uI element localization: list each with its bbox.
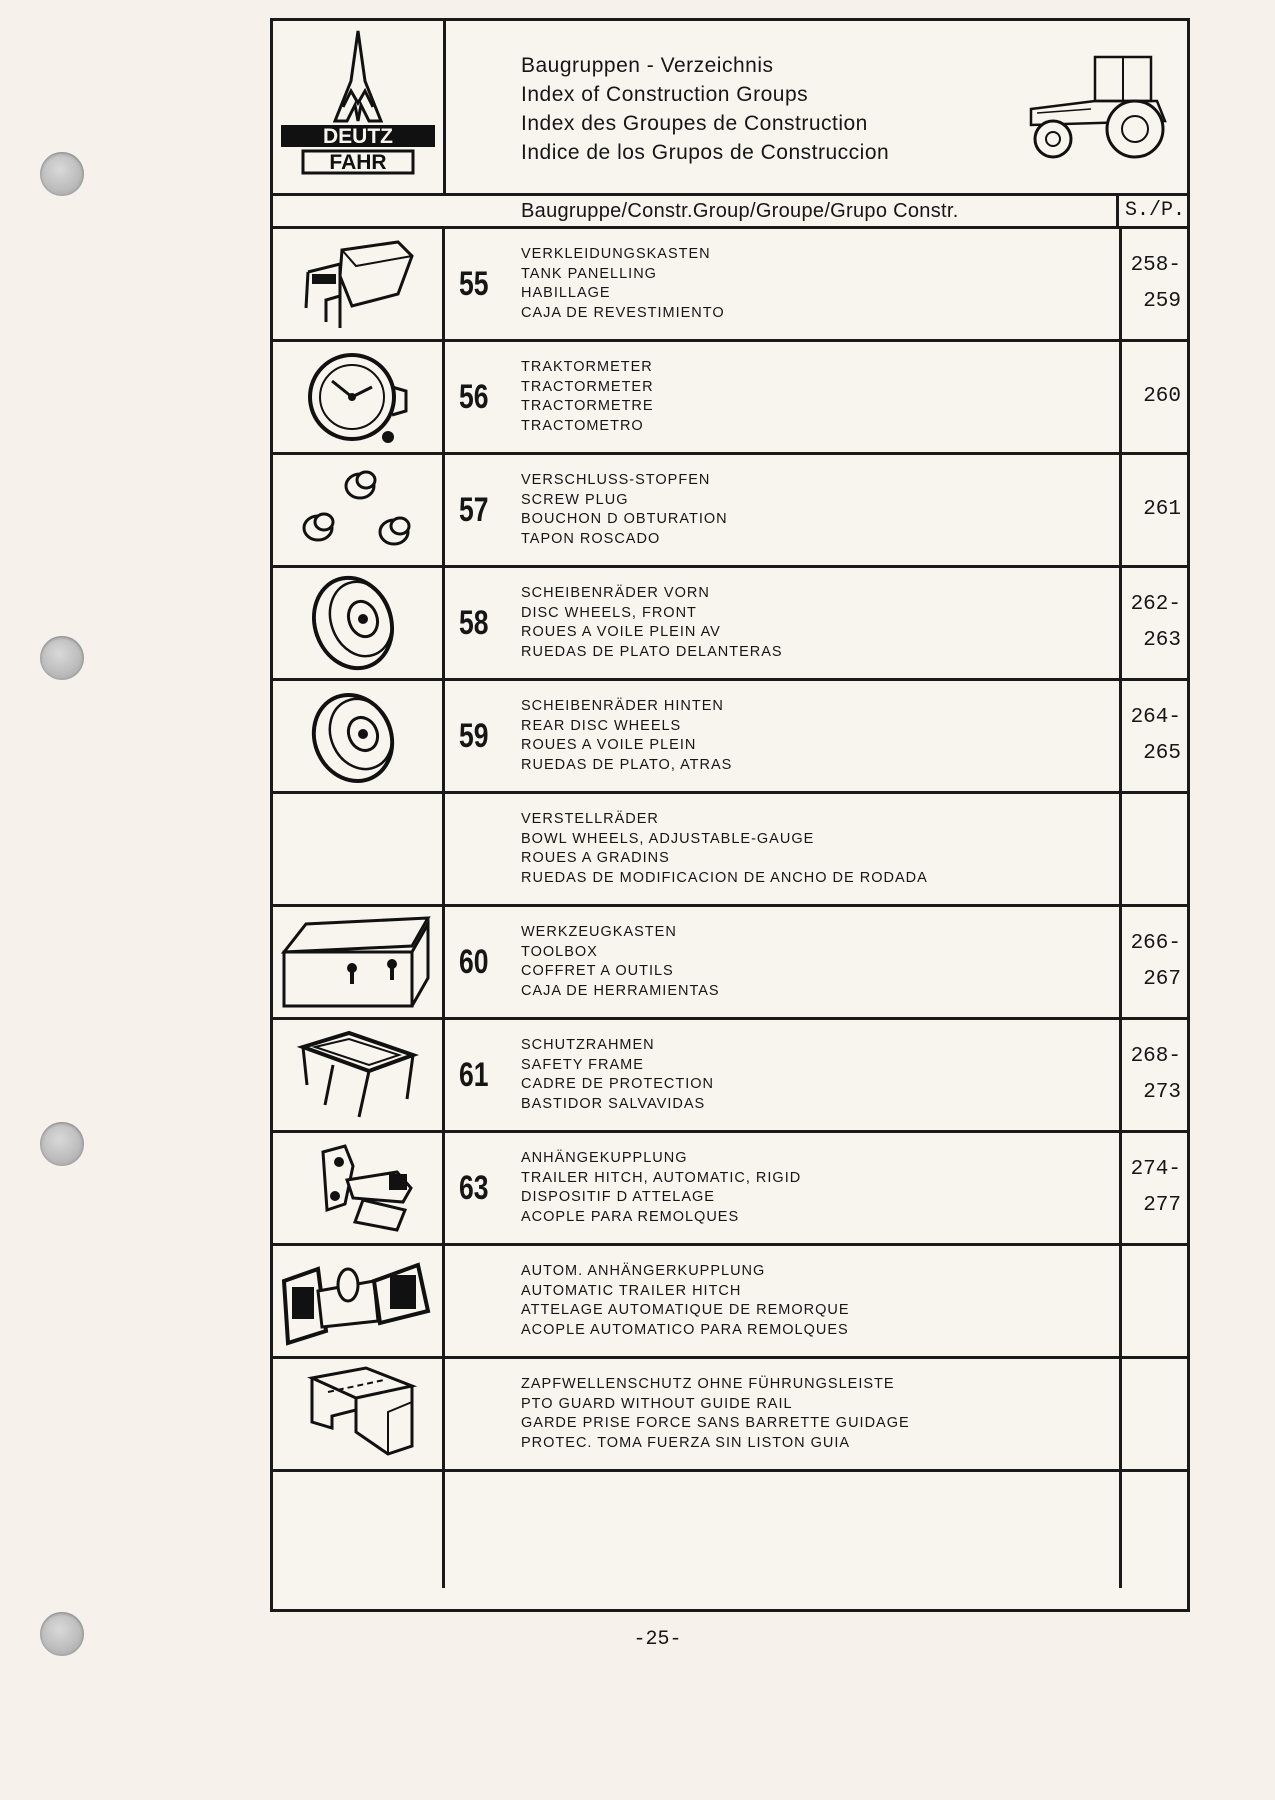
group-number: 59	[459, 716, 489, 755]
group-name-fr: CADRE DE PROTECTION	[521, 1076, 715, 1092]
group-name-es: PROTEC. TOMA FUERZA SIN LISTON GUIA	[521, 1434, 851, 1451]
screw-plug-icon	[298, 462, 418, 558]
title-block	[521, 51, 889, 167]
group-pages	[1119, 342, 1187, 452]
group-row	[273, 681, 1187, 794]
group-name-de: VERSCHLUSS-STOPFEN	[521, 472, 711, 488]
group-row	[273, 794, 1187, 907]
group-description	[521, 1246, 850, 1356]
group-name-es: RUEDAS DE PLATO DELANTERAS	[521, 643, 783, 660]
group-image-cell	[273, 1133, 445, 1243]
header	[273, 21, 1187, 196]
group-pages	[1119, 794, 1187, 904]
group-pages	[1119, 1133, 1187, 1243]
tank-panel-icon	[298, 236, 418, 332]
page-start[interactable]: 274-	[1130, 1158, 1181, 1181]
group-name-es: TRACTOMETRO	[521, 417, 644, 434]
group-name-de: SCHEIBENRÄDER HINTEN	[521, 698, 724, 714]
group-row	[273, 229, 1187, 342]
trailer-hitch-icon	[293, 1138, 423, 1238]
group-name-en: TRAILER HITCH, AUTOMATIC, RIGID	[521, 1169, 802, 1186]
page-start[interactable]: 260	[1143, 385, 1181, 408]
rear-wheel-icon	[303, 686, 413, 786]
group-name-es: ACOPLE AUTOMATICO PARA REMOLQUES	[521, 1321, 849, 1338]
group-name-en: TANK PANELLING	[521, 265, 657, 282]
group-image-cell	[273, 1246, 445, 1356]
group-name-es: ACOPLE PARA REMOLQUES	[521, 1208, 740, 1225]
page-start[interactable]: 266-	[1130, 932, 1181, 955]
group-name-en: PTO GUARD WITHOUT GUIDE RAIL	[521, 1395, 793, 1412]
group-name-en: SAFETY FRAME	[521, 1056, 644, 1073]
tractor-icon	[1025, 51, 1173, 161]
binder-hole	[40, 152, 84, 196]
page-column-label: S./P.	[1116, 196, 1185, 226]
group-description	[521, 1359, 910, 1469]
group-row	[273, 907, 1187, 1020]
group-image-cell	[273, 1359, 445, 1469]
group-row	[273, 1359, 1187, 1472]
group-row	[273, 1133, 1187, 1246]
group-name-fr: COFFRET A OUTILS	[521, 963, 674, 979]
title-fr: Index des Groupes de Construction	[521, 112, 868, 135]
group-pages	[1119, 568, 1187, 678]
group-name-de: VERKLEIDUNGSKASTEN	[521, 246, 711, 262]
group-name-es: TAPON ROSCADO	[521, 530, 661, 547]
group-name-de: SCHUTZRAHMEN	[521, 1037, 655, 1053]
group-name-fr: ROUES A VOILE PLEIN AV	[521, 624, 721, 640]
group-name-fr: GARDE PRISE FORCE SANS BARRETTE GUIDAGE	[521, 1415, 910, 1431]
group-name-es: RUEDAS DE MODIFICACION DE ANCHO DE RODADA	[521, 869, 928, 886]
group-name-de: ZAPFWELLENSCHUTZ OHNE FÜHRUNGSLEISTE	[521, 1376, 895, 1392]
page-start[interactable]: 264-	[1130, 706, 1181, 729]
group-name-fr: BOUCHON D OBTURATION	[521, 511, 728, 527]
title-en: Index of Construction Groups	[521, 83, 809, 106]
group-name-es: RUEDAS DE PLATO, ATRAS	[521, 756, 733, 773]
group-name-fr: ATTELAGE AUTOMATIQUE DE REMORQUE	[521, 1302, 850, 1318]
group-name-fr: HABILLAGE	[521, 285, 611, 301]
group-name-es: CAJA DE REVESTIMIENTO	[521, 304, 725, 321]
page-start[interactable]: 262-	[1130, 593, 1181, 616]
group-image-cell	[273, 229, 445, 339]
title-de: Baugruppen - Verzeichnis	[521, 54, 774, 77]
group-name-en: TRACTORMETER	[521, 378, 654, 395]
group-name-de: WERKZEUGKASTEN	[521, 924, 677, 940]
group-row	[273, 568, 1187, 681]
group-number: 56	[459, 377, 489, 416]
group-column-label: Baugruppe/Constr.Group/Groupe/Grupo Constr.	[521, 200, 959, 222]
group-number: 55	[459, 264, 489, 303]
group-name-de: ANHÄNGEKUPPLUNG	[521, 1150, 688, 1166]
group-number: 63	[459, 1168, 489, 1207]
group-name-es: CAJA DE HERRAMIENTAS	[521, 982, 720, 999]
page-end[interactable]: 265	[1143, 742, 1181, 765]
group-name-en: REAR DISC WHEELS	[521, 717, 682, 734]
group-name-en: BOWL WHEELS, ADJUSTABLE-GAUGE	[521, 830, 815, 847]
group-pages	[1119, 1246, 1187, 1356]
group-pages	[1119, 907, 1187, 1017]
logo-bottom: FAHR	[329, 151, 387, 174]
group-list	[273, 229, 1187, 1588]
binder-hole	[40, 636, 84, 680]
group-image-cell	[273, 455, 445, 565]
group-pages	[1119, 229, 1187, 339]
group-image-cell	[273, 681, 445, 791]
logo-cell	[273, 21, 446, 193]
group-name-de: SCHEIBENRÄDER VORN	[521, 585, 710, 601]
group-row	[273, 1246, 1187, 1359]
group-description	[521, 1020, 714, 1130]
pto-guard-icon	[288, 1362, 428, 1466]
group-image-cell	[273, 794, 445, 904]
page-start[interactable]: 258-	[1130, 254, 1181, 277]
group-row	[273, 455, 1187, 568]
title-es: Indice de los Grupos de Construccion	[521, 141, 890, 164]
group-image-cell	[273, 342, 445, 452]
group-number: 60	[459, 942, 489, 981]
group-image-cell	[273, 568, 445, 678]
group-description	[521, 1133, 801, 1243]
group-name-fr: ROUES A GRADINS	[521, 850, 670, 866]
page-end[interactable]: 267	[1143, 968, 1181, 991]
group-name-de: AUTOM. ANHÄNGERKUPPLUNG	[521, 1263, 766, 1279]
group-name-en: SCREW PLUG	[521, 491, 629, 508]
page-end[interactable]: 259	[1143, 290, 1181, 313]
group-number: 57	[459, 490, 489, 529]
group-row	[273, 342, 1187, 455]
group-name-en: DISC WHEELS, FRONT	[521, 604, 697, 621]
front-wheel-icon	[303, 573, 413, 673]
group-description	[521, 342, 654, 452]
group-name-fr: DISPOSITIF D ATTELAGE	[521, 1189, 715, 1205]
group-description	[521, 568, 783, 678]
binder-hole	[40, 1122, 84, 1166]
auto-hitch-icon	[278, 1251, 438, 1351]
group-pages	[1119, 1359, 1187, 1469]
group-description	[521, 229, 725, 339]
group-description	[521, 681, 732, 791]
group-description	[521, 907, 720, 1017]
group-name-de: VERSTELLRÄDER	[521, 811, 659, 827]
safety-frame-icon	[293, 1025, 423, 1125]
group-image-cell	[273, 907, 445, 1017]
group-name-de: TRAKTORMETER	[521, 359, 653, 375]
group-pages	[1119, 1020, 1187, 1130]
group-name-fr: ROUES A VOILE PLEIN	[521, 737, 697, 753]
group-row-empty	[273, 1472, 1187, 1588]
group-number: 58	[459, 603, 489, 642]
column-header	[273, 196, 1187, 229]
tractormeter-icon	[298, 347, 418, 447]
group-image-cell	[273, 1472, 445, 1588]
page-end[interactable]: 273	[1143, 1081, 1181, 1104]
group-description	[521, 455, 728, 565]
group-row	[273, 1020, 1187, 1133]
index-sheet	[270, 18, 1190, 1612]
group-number: 61	[459, 1055, 489, 1094]
page-end[interactable]: 263	[1143, 629, 1181, 652]
page-start[interactable]: 261	[1143, 498, 1181, 521]
group-pages	[1119, 681, 1187, 791]
page-end[interactable]: 277	[1143, 1194, 1181, 1217]
page-number: -25-	[633, 1628, 682, 1651]
group-name-fr: TRACTORMETRE	[521, 398, 654, 414]
group-image-cell	[273, 1020, 445, 1130]
page-start[interactable]: 268-	[1130, 1045, 1181, 1068]
toolbox-icon	[278, 912, 438, 1012]
group-pages	[1119, 455, 1187, 565]
group-name-es: BASTIDOR SALVAVIDAS	[521, 1095, 706, 1112]
group-name-en: AUTOMATIC TRAILER HITCH	[521, 1282, 742, 1299]
group-pages	[1119, 1472, 1187, 1588]
group-name-en: TOOLBOX	[521, 943, 598, 960]
group-description	[521, 794, 928, 904]
deutz-fahr-logo	[273, 21, 443, 193]
logo-top: DEUTZ	[323, 125, 393, 148]
